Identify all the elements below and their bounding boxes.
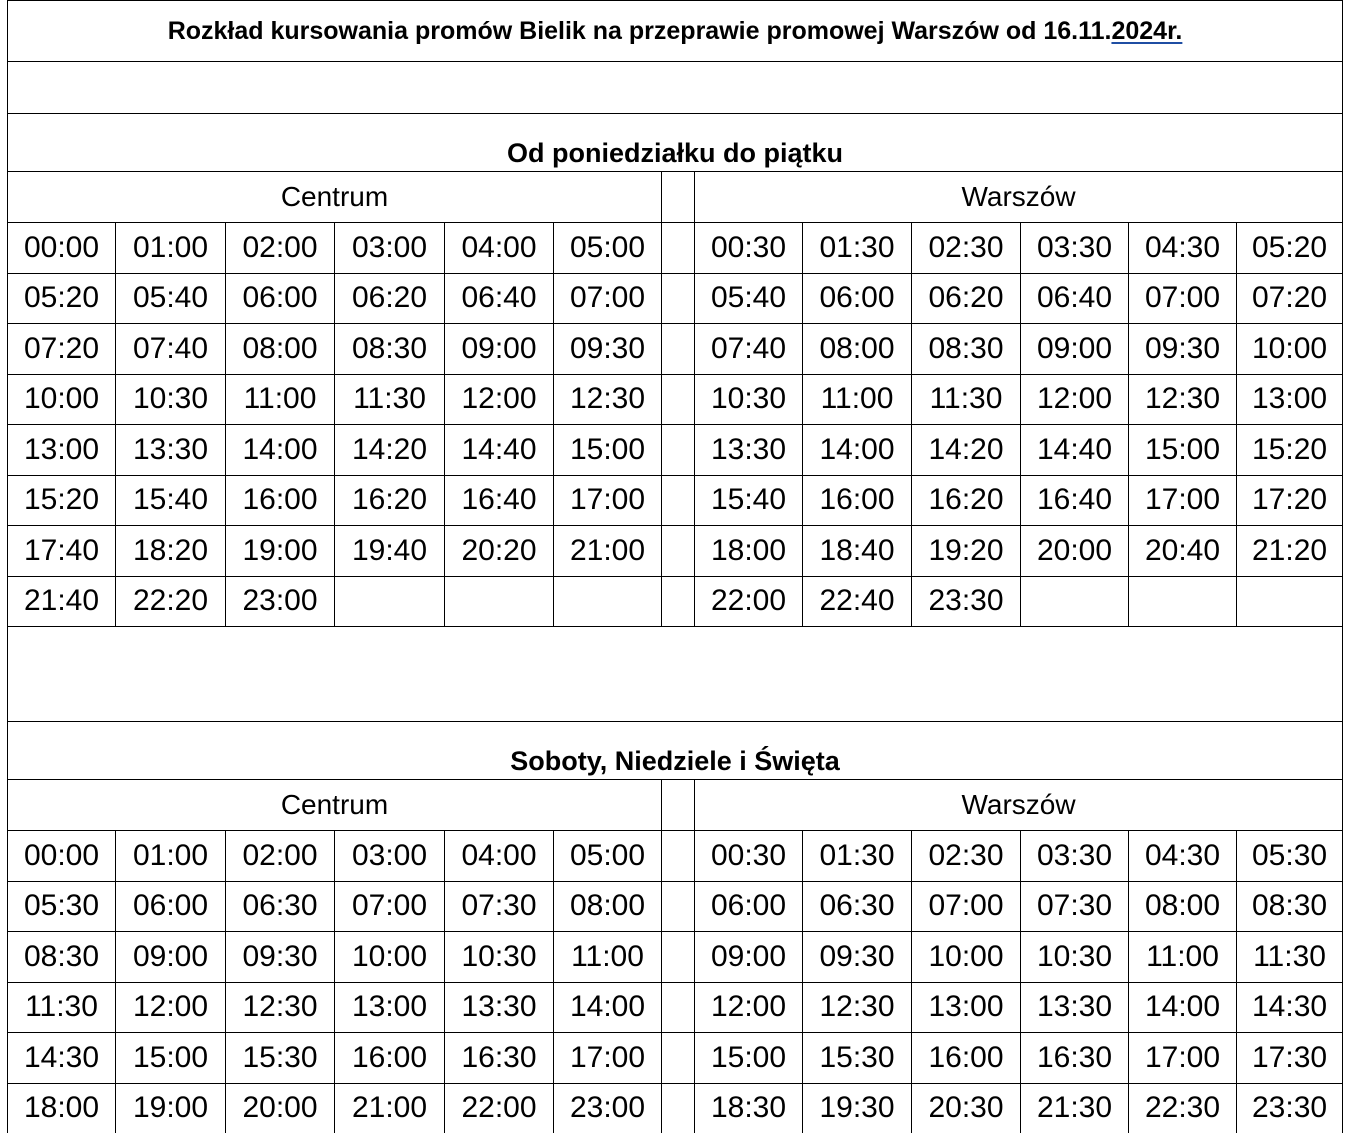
separator-cell [662,1033,695,1084]
departure-time-warszow: 10:30 [695,374,803,425]
departure-time-warszow: 15:00 [1129,425,1237,476]
table-row [8,1083,1343,1133]
separator-cell [662,881,695,932]
timetable-table [7,0,1343,1133]
departure-time-warszow: 13:00 [912,982,1021,1033]
departure-time-warszow: 11:00 [1129,932,1237,983]
departure-time-warszow: 05:20 [1237,223,1343,274]
departure-time-centrum: 07:20 [8,324,116,375]
departure-time-centrum: 14:00 [554,982,662,1033]
departure-time-centrum: 21:00 [335,1083,445,1133]
title-row [8,1,1343,62]
departure-time-centrum: 07:00 [554,273,662,324]
departure-time-warszow: 05:40 [695,273,803,324]
departure-time-warszow: 20:40 [1129,526,1237,577]
departure-time-centrum: 11:00 [226,374,335,425]
departure-time-warszow: 11:00 [803,374,912,425]
departure-time-centrum: 15:00 [116,1033,226,1084]
weekends-direction-centrum: Centrum [8,780,662,831]
departure-time-centrum: 07:30 [445,881,554,932]
departure-time-centrum: 16:00 [335,1033,445,1084]
departure-time-centrum: 19:00 [226,526,335,577]
departure-time-warszow: 22:30 [1129,1083,1237,1133]
departure-time-centrum: 08:30 [335,324,445,375]
departure-time-warszow: 18:40 [803,526,912,577]
weekends-direction-warszow: Warszów [695,780,1343,831]
departure-time-centrum: 02:00 [226,223,335,274]
departure-time-centrum: 18:00 [8,1083,116,1133]
table-row [8,223,1343,274]
departure-time-warszow: 11:30 [912,374,1021,425]
departure-time-warszow: 18:30 [695,1083,803,1133]
departure-time-warszow: 16:20 [912,475,1021,526]
table-row [8,831,1343,882]
departure-time-centrum: 23:00 [226,576,335,627]
separator-cell [662,932,695,983]
departure-time-warszow: 01:30 [803,831,912,882]
departure-time-centrum: 12:00 [445,374,554,425]
departure-time-warszow: 06:20 [912,273,1021,324]
departure-time-warszow: 14:30 [1237,982,1343,1033]
departure-time-centrum: 05:00 [554,223,662,274]
departure-time-warszow: 09:30 [803,932,912,983]
section-spacer-row [8,627,1343,722]
departure-time-centrum: 02:00 [226,831,335,882]
weekdays-direction-warszow: Warszów [695,172,1343,223]
departure-time-warszow: 08:30 [912,324,1021,375]
departure-time-centrum: 21:00 [554,526,662,577]
departure-time-centrum: 04:00 [445,223,554,274]
departure-time-centrum [554,576,662,627]
departure-time-warszow: 00:30 [695,831,803,882]
departure-time-warszow: 04:30 [1129,831,1237,882]
blank-cell [8,62,1343,114]
table-row [8,324,1343,375]
departure-time-centrum: 17:00 [554,475,662,526]
departure-time-centrum [445,576,554,627]
weekdays-heading-row [8,114,1343,172]
departure-time-warszow: 10:30 [1021,932,1129,983]
separator-cell [662,374,695,425]
departure-time-warszow: 17:20 [1237,475,1343,526]
departure-time-centrum: 03:00 [335,831,445,882]
departure-time-warszow: 15:00 [695,1033,803,1084]
departure-time-warszow: 12:00 [695,982,803,1033]
departure-time-centrum: 19:00 [116,1083,226,1133]
departure-time-warszow: 10:00 [1237,324,1343,375]
departure-time-warszow: 19:30 [803,1083,912,1133]
departure-time-warszow: 23:30 [1237,1083,1343,1133]
departure-time-warszow [1021,576,1129,627]
separator-cell [662,273,695,324]
departure-time-warszow: 09:30 [1129,324,1237,375]
table-row [8,475,1343,526]
table-row [8,881,1343,932]
departure-time-centrum: 16:40 [445,475,554,526]
table-row [8,425,1343,476]
departure-time-warszow: 16:00 [912,1033,1021,1084]
departure-time-centrum: 15:20 [8,475,116,526]
departure-time-centrum: 22:00 [445,1083,554,1133]
blank-row [8,62,1343,114]
departure-time-centrum: 09:00 [445,324,554,375]
departure-time-warszow [1129,576,1237,627]
departure-time-centrum: 16:00 [226,475,335,526]
departure-time-centrum: 11:00 [554,932,662,983]
departure-time-centrum: 01:00 [116,223,226,274]
departure-time-centrum: 14:30 [8,1033,116,1084]
departure-time-centrum: 14:20 [335,425,445,476]
departure-time-centrum: 15:30 [226,1033,335,1084]
document-title-year: 2024r. [1111,16,1183,45]
departure-time-centrum: 13:30 [445,982,554,1033]
departure-time-warszow: 04:30 [1129,223,1237,274]
departure-time-warszow: 15:40 [695,475,803,526]
departure-time-warszow: 13:30 [695,425,803,476]
departure-time-warszow: 06:30 [803,881,912,932]
departure-time-centrum: 13:30 [116,425,226,476]
departure-time-warszow: 08:00 [1129,881,1237,932]
departure-time-centrum: 06:00 [226,273,335,324]
departure-time-centrum: 00:00 [8,223,116,274]
departure-time-warszow: 14:00 [803,425,912,476]
departure-time-warszow: 14:00 [1129,982,1237,1033]
departure-time-warszow: 18:00 [695,526,803,577]
table-row [8,1033,1343,1084]
departure-time-warszow: 07:30 [1021,881,1129,932]
separator-cell [662,223,695,274]
departure-time-centrum: 12:30 [554,374,662,425]
separator-cell [662,576,695,627]
departure-time-warszow: 01:30 [803,223,912,274]
departure-time-warszow: 07:40 [695,324,803,375]
departure-time-centrum: 10:30 [445,932,554,983]
weekdays-direction-centrum: Centrum [8,172,662,223]
separator-cell [662,831,695,882]
departure-time-centrum: 06:40 [445,273,554,324]
departure-time-warszow: 20:30 [912,1083,1021,1133]
departure-time-warszow: 00:30 [695,223,803,274]
departure-time-centrum: 10:00 [8,374,116,425]
separator-cell [662,982,695,1033]
departure-time-centrum: 10:00 [335,932,445,983]
departure-time-centrum: 10:30 [116,374,226,425]
departure-time-centrum: 09:00 [116,932,226,983]
separator-cell [662,1083,695,1133]
departure-time-centrum: 06:30 [226,881,335,932]
weekends-heading-row [8,722,1343,780]
departure-time-centrum: 16:20 [335,475,445,526]
departure-time-centrum: 05:00 [554,831,662,882]
departure-time-centrum: 05:30 [8,881,116,932]
departure-time-centrum: 13:00 [8,425,116,476]
document-title-main: Rozkład kursowania promów Bielik na przeprawie promowej Warszów od 16.11. [167,16,1112,45]
departure-time-centrum: 20:00 [226,1083,335,1133]
departure-time-warszow: 16:00 [803,475,912,526]
departure-time-centrum: 09:30 [554,324,662,375]
departure-time-warszow: 13:30 [1021,982,1129,1033]
timetable-sheet [7,0,1342,1133]
departure-time-warszow: 10:00 [912,932,1021,983]
departure-time-centrum: 07:40 [116,324,226,375]
weekdays-direction-row [8,172,1343,223]
separator-cell [662,425,695,476]
departure-time-warszow: 17:00 [1129,1033,1237,1084]
departure-time-warszow [1237,576,1343,627]
departure-time-warszow: 12:00 [1021,374,1129,425]
departure-time-centrum: 22:20 [116,576,226,627]
blank-cell [8,627,1343,722]
table-row [8,982,1343,1033]
departure-time-centrum [335,576,445,627]
departure-time-centrum: 08:00 [226,324,335,375]
departure-time-warszow: 13:00 [1237,374,1343,425]
separator-cell [662,475,695,526]
table-row [8,273,1343,324]
departure-time-warszow: 08:00 [803,324,912,375]
table-row [8,526,1343,577]
departure-time-centrum: 12:00 [116,982,226,1033]
departure-time-centrum: 16:30 [445,1033,554,1084]
departure-time-warszow: 05:30 [1237,831,1343,882]
departure-time-warszow: 12:30 [1129,374,1237,425]
departure-time-warszow: 17:00 [1129,475,1237,526]
separator-cell [662,780,695,831]
weekdays-heading: Od poniedziałku do piątku [8,114,1343,172]
departure-time-warszow: 07:00 [912,881,1021,932]
departure-time-warszow: 15:30 [803,1033,912,1084]
departure-time-warszow: 06:00 [695,881,803,932]
weekends-heading: Soboty, Niedziele i Święta [8,722,1343,780]
table-row [8,374,1343,425]
departure-time-warszow: 15:20 [1237,425,1343,476]
departure-time-centrum: 20:20 [445,526,554,577]
departure-time-warszow: 16:40 [1021,475,1129,526]
departure-time-centrum: 14:40 [445,425,554,476]
departure-time-centrum: 08:30 [8,932,116,983]
departure-time-centrum: 01:00 [116,831,226,882]
departure-time-warszow: 06:40 [1021,273,1129,324]
departure-time-centrum: 17:40 [8,526,116,577]
departure-time-centrum: 06:20 [335,273,445,324]
document-title [8,1,1343,62]
departure-time-centrum: 13:00 [335,982,445,1033]
table-row [8,576,1343,627]
departure-time-warszow: 03:30 [1021,223,1129,274]
departure-time-centrum: 21:40 [8,576,116,627]
departure-time-warszow: 22:00 [695,576,803,627]
departure-time-warszow: 07:00 [1129,273,1237,324]
departure-time-warszow: 07:20 [1237,273,1343,324]
departure-time-warszow: 12:30 [803,982,912,1033]
departure-time-warszow: 23:30 [912,576,1021,627]
departure-time-centrum: 05:40 [116,273,226,324]
departure-time-warszow: 02:30 [912,223,1021,274]
departure-time-warszow: 20:00 [1021,526,1129,577]
weekends-direction-row [8,780,1343,831]
separator-cell [662,324,695,375]
departure-time-centrum: 11:30 [335,374,445,425]
departure-time-warszow: 02:30 [912,831,1021,882]
departure-time-warszow: 14:20 [912,425,1021,476]
departure-time-warszow: 09:00 [1021,324,1129,375]
departure-time-warszow: 06:00 [803,273,912,324]
departure-time-centrum: 09:30 [226,932,335,983]
departure-time-warszow: 03:30 [1021,831,1129,882]
departure-time-centrum: 11:30 [8,982,116,1033]
departure-time-centrum: 04:00 [445,831,554,882]
departure-time-warszow: 19:20 [912,526,1021,577]
departure-time-centrum: 07:00 [335,881,445,932]
departure-time-warszow: 11:30 [1237,932,1343,983]
departure-time-warszow: 08:30 [1237,881,1343,932]
departure-time-centrum: 17:00 [554,1033,662,1084]
departure-time-warszow: 14:40 [1021,425,1129,476]
departure-time-centrum: 08:00 [554,881,662,932]
departure-time-centrum: 06:00 [116,881,226,932]
departure-time-centrum: 15:00 [554,425,662,476]
departure-time-warszow: 21:30 [1021,1083,1129,1133]
departure-time-centrum: 03:00 [335,223,445,274]
departure-time-centrum: 05:20 [8,273,116,324]
separator-cell [662,172,695,223]
departure-time-centrum: 12:30 [226,982,335,1033]
departure-time-centrum: 19:40 [335,526,445,577]
departure-time-centrum: 15:40 [116,475,226,526]
departure-time-centrum: 23:00 [554,1083,662,1133]
departure-time-centrum: 18:20 [116,526,226,577]
departure-time-warszow: 16:30 [1021,1033,1129,1084]
departure-time-warszow: 17:30 [1237,1033,1343,1084]
departure-time-centrum: 14:00 [226,425,335,476]
departure-time-warszow: 21:20 [1237,526,1343,577]
table-row [8,932,1343,983]
departure-time-centrum: 00:00 [8,831,116,882]
departure-time-warszow: 09:00 [695,932,803,983]
departure-time-warszow: 22:40 [803,576,912,627]
separator-cell [662,526,695,577]
